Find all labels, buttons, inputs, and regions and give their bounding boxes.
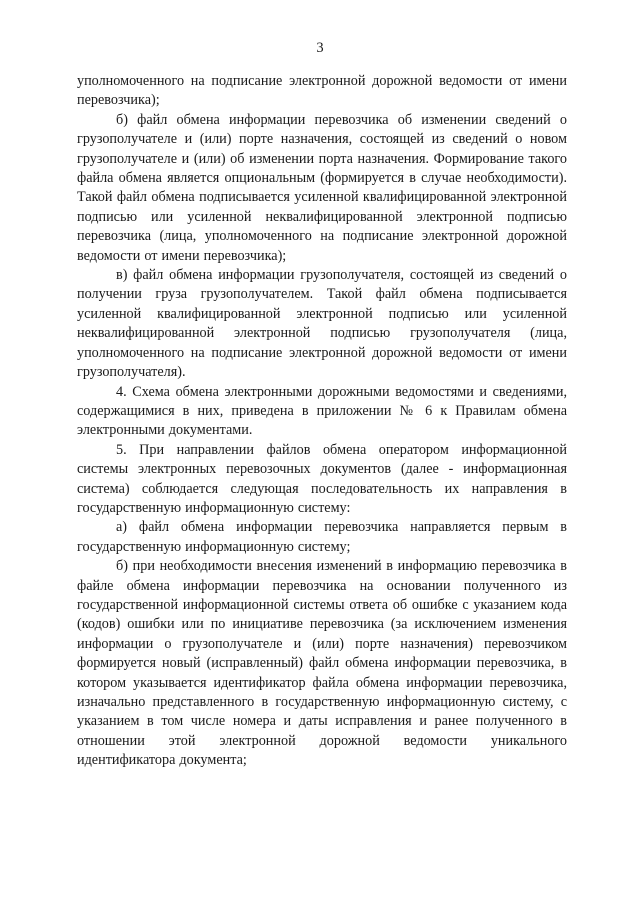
paragraph: уполномоченного на подписание электронной дорожной ведомости от имени перевозчика); (77, 73, 567, 109)
page-number: 3 (316, 40, 324, 56)
paragraph: 5. При направлении файлов обмена оператором информационной системы электронных перевозочных документов (далее - информационная система) соблюдается следующая последовательность их направления в государственную информационную систему: (77, 441, 567, 516)
paragraph: б) файл обмена информации перевозчика об изменении сведений о грузополучателе и (или) порте назначения, состоящей из сведений о новом грузополучателе и (или) об изменении порта назначения. Формирование такого файла обмена является опциональным (формируется в случае необходимости). Такой файл обмена подписывается усиленной квалифицированной электронной подписью или усиленной неквалифицированной электронной подписью перевозчика (лица, уполномоченного на подписание электронной дорожной ведомости от имени перевозчика); (77, 111, 567, 264)
paragraph: б) при необходимости внесения изменений в информацию перевозчика в файле обмена информации перевозчика на основании полученного из государственной информационной системы ответа об ошибке с указанием кода (кодов) ошибки или по инициативе перевозчика (за исключением изменения информации о грузополучателе и (или) порте назначения) перевозчиком формируется новый (исправленный) файл обмена информации перевозчика, в котором указывается идентификатор файла обмена информации перевозчика, изначально представленного в государственную информационную систему, с указанием в том числе номера и даты исправления и ранее полученного в отношении этой электронной дорожной ведомости уникального идентификатора документа; (77, 558, 567, 769)
document-body (77, 72, 567, 771)
paragraph: а) файл обмена информации перевозчика направляется первым в государственную информационную систему; (77, 519, 567, 555)
paragraph: в) файл обмена информации грузополучателя, состоящей из сведений о получении груза грузополучателем. Такой файл обмена подписывается усиленной квалифицированной электронной подписью или усиленной неквалифицированной электронной подписью грузополучателя (лица, уполномоченного на подписание электронной дорожной ведомости от имени грузополучателя). (77, 267, 567, 381)
paragraph: 4. Схема обмена электронными дорожными ведомостями и сведениями, содержащимися в них, приведена в приложении № 6 к Правилам обмена электронными документами. (77, 383, 567, 439)
